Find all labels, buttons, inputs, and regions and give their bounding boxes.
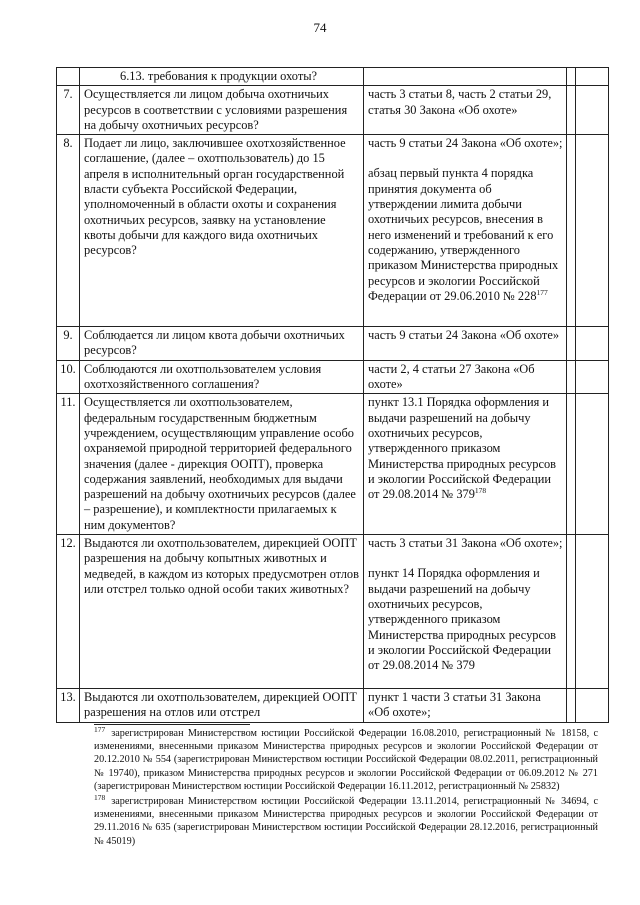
empty-cell (567, 86, 576, 135)
footnote-mark: 177 (94, 725, 106, 734)
page-number: 74 (313, 20, 327, 35)
question-cell (80, 394, 364, 535)
empty-cell (576, 360, 609, 394)
paragraph-gap (368, 551, 563, 566)
row-number: 8. (57, 135, 80, 327)
basis-text: пункт 14 Порядка оформления и выдачи разрешений на добычу охотничьих ресурсов, утвержденного приказом Министерства природных ресурсов и экологии Российской Федерации от 29.08.2014 № 379 (368, 566, 557, 673)
question-cell (80, 360, 364, 394)
table-row (57, 135, 609, 327)
question-text: Осуществляется ли лицом добыча охотничьих ресурсов в соответствии с условиями разрешения на добычу охотничьих ресурсов? (84, 87, 348, 132)
empty-cell (567, 327, 576, 361)
footnote (94, 795, 598, 848)
question-cell (80, 535, 364, 689)
row-number: 11. (57, 394, 80, 535)
row-number: 10. (57, 360, 80, 394)
empty-cell (576, 135, 609, 327)
basis-text-body: абзац первый пункта 4 порядка принятия документа об утверждении лимита добычи охотничьих ресурсов, внесения в него изменений и требований к его содержанию, утвержденного приказом Министерства природных ресурсов и экологии Российской Федерации от 29.06.2010 № 228 (368, 166, 559, 303)
checklist-table (56, 67, 609, 723)
basis-text-body: пункт 13.1 Порядка оформления и выдачи разрешений на добычу охотничьих ресурсов, утвержденного приказом Министерства природных ресурсов и экологии Российской Федерации от 29.08.2014 № 379 (368, 395, 557, 502)
footnote-text: зарегистрирован Министерством юстиции Российской Федерации 13.11.2014, регистрационный № 34694, с изменениями, внесенными приказом Министерства природных ресурсов и экологии Российской Федерации от 29.11.2016 № 635 (зарегистрирован Министерством юстиции Российской Федерации 28.12.2016, регистрационный № 45019) (94, 796, 598, 847)
basis-text (368, 395, 563, 502)
row-number: 12. (57, 535, 80, 689)
empty-cell (576, 394, 609, 535)
question-text: 6.13. требования к продукции охоты? (120, 69, 318, 83)
empty-cell (567, 68, 576, 86)
basis-text: часть 3 статьи 31 Закона «Об охоте»; (368, 536, 563, 551)
question-text: Выдаются ли охотпользователем, дирекцией ООПТ разрешения на отлов или отстрел (84, 690, 357, 720)
question-text: Подает ли лицо, заключившее охотхозяйственное соглашение, (далее – охотпользователь) до 15 апреля в исполнительный орган государственной власти субъекта Российской Федерации, уполномоченный в области охоты и сохранения охотничьих ресурсов, заявку на установление квоты добычи для каждого вида охотничьих ресурсов? (84, 136, 346, 258)
basis-cell (364, 135, 567, 327)
table-row (57, 535, 609, 689)
question-cell (80, 327, 364, 361)
question-text: Выдаются ли охотпользователем, дирекцией ООПТ разрешения на добычу копытных животных и медведей, в каждом из которых предусмотрен отлов или отстрел только одной особи таких животных? (84, 536, 359, 596)
question-cell (80, 689, 364, 723)
basis-cell (364, 394, 567, 535)
table-row (57, 689, 609, 723)
empty-cell (576, 327, 609, 361)
basis-text: часть 3 статьи 8, часть 2 статьи 29, статья 30 Закона «Об охоте» (368, 87, 552, 117)
footnote-text: зарегистрирован Министерством юстиции Российской Федерации 16.08.2010, регистрационный № 18158, с изменениями, внесенными приказом Министерства природных ресурсов и экологии Российской Федерации от 20.12.2010 № 554 (зарегистрирован Министерством юстиции Российской Федерации 08.02.2011, регистрационный № 19740), приказом Министерства природных ресурсов и экологии Российской Федерации от 06.09.2012 № 271 (зарегистрирован Министерством юстиции Российской Федерации 16.11.2012, регистрационный № 25832) (94, 728, 598, 792)
empty-cell (567, 135, 576, 327)
footnote-mark: 178 (94, 793, 106, 803)
row-number: 7. (57, 86, 80, 135)
basis-text: часть 9 статьи 24 Закона «Об охоте» (368, 328, 560, 343)
question-text: Соблюдается ли лицом квота добычи охотничьих ресурсов? (84, 328, 345, 358)
basis-cell (364, 360, 567, 394)
table-row (57, 360, 609, 394)
empty-cell (567, 394, 576, 535)
question-cell (80, 68, 364, 86)
table-row (57, 394, 609, 535)
basis-cell (364, 68, 567, 86)
empty-cell (576, 86, 609, 135)
basis-text (368, 166, 563, 304)
basis-cell (364, 327, 567, 361)
empty-cell (576, 689, 609, 723)
question-cell (80, 86, 364, 135)
basis-text: части 2, 4 статьи 27 Закона «Об охоте» (368, 361, 535, 392)
question-cell (80, 135, 364, 327)
row-number (57, 68, 80, 86)
table-row (57, 86, 609, 135)
row-number: 9. (57, 327, 80, 361)
basis-text: пункт 1 части 3 статьи 31 Закона «Об охоте»; (368, 690, 541, 720)
table-row (57, 68, 609, 86)
table-row (57, 327, 609, 361)
empty-cell (567, 689, 576, 723)
paragraph-gap (368, 151, 563, 166)
footnotes (94, 727, 598, 850)
empty-cell (576, 535, 609, 689)
question-text: Соблюдаются ли охотпользователем условия охотхозяйственного соглашения? (84, 361, 322, 392)
empty-cell (567, 360, 576, 394)
footnote-separator (94, 724, 250, 725)
footnote (94, 727, 598, 793)
empty-cell (576, 68, 609, 86)
row-number: 13. (57, 689, 80, 723)
basis-cell (364, 86, 567, 135)
basis-cell (364, 535, 567, 689)
basis-cell (364, 689, 567, 723)
question-text: Осуществляется ли охотпользователем, федеральным государственным бюджетным учреждением, осуществляющим управление особо охраняемой природной территорией федерального значения (далее - дирекция ООПТ), проверка содержания заявлений, необходимых для выдачи разрешений на добычу охотничьих ресурсов (далее – разрешение), и комплектности прилагаемых к ним документов? (84, 395, 356, 532)
footnote-ref: 178 (474, 486, 487, 496)
basis-text: часть 9 статьи 24 Закона «Об охоте»; (368, 136, 563, 151)
footnote-ref: 177 (536, 287, 548, 297)
empty-cell (567, 535, 576, 689)
